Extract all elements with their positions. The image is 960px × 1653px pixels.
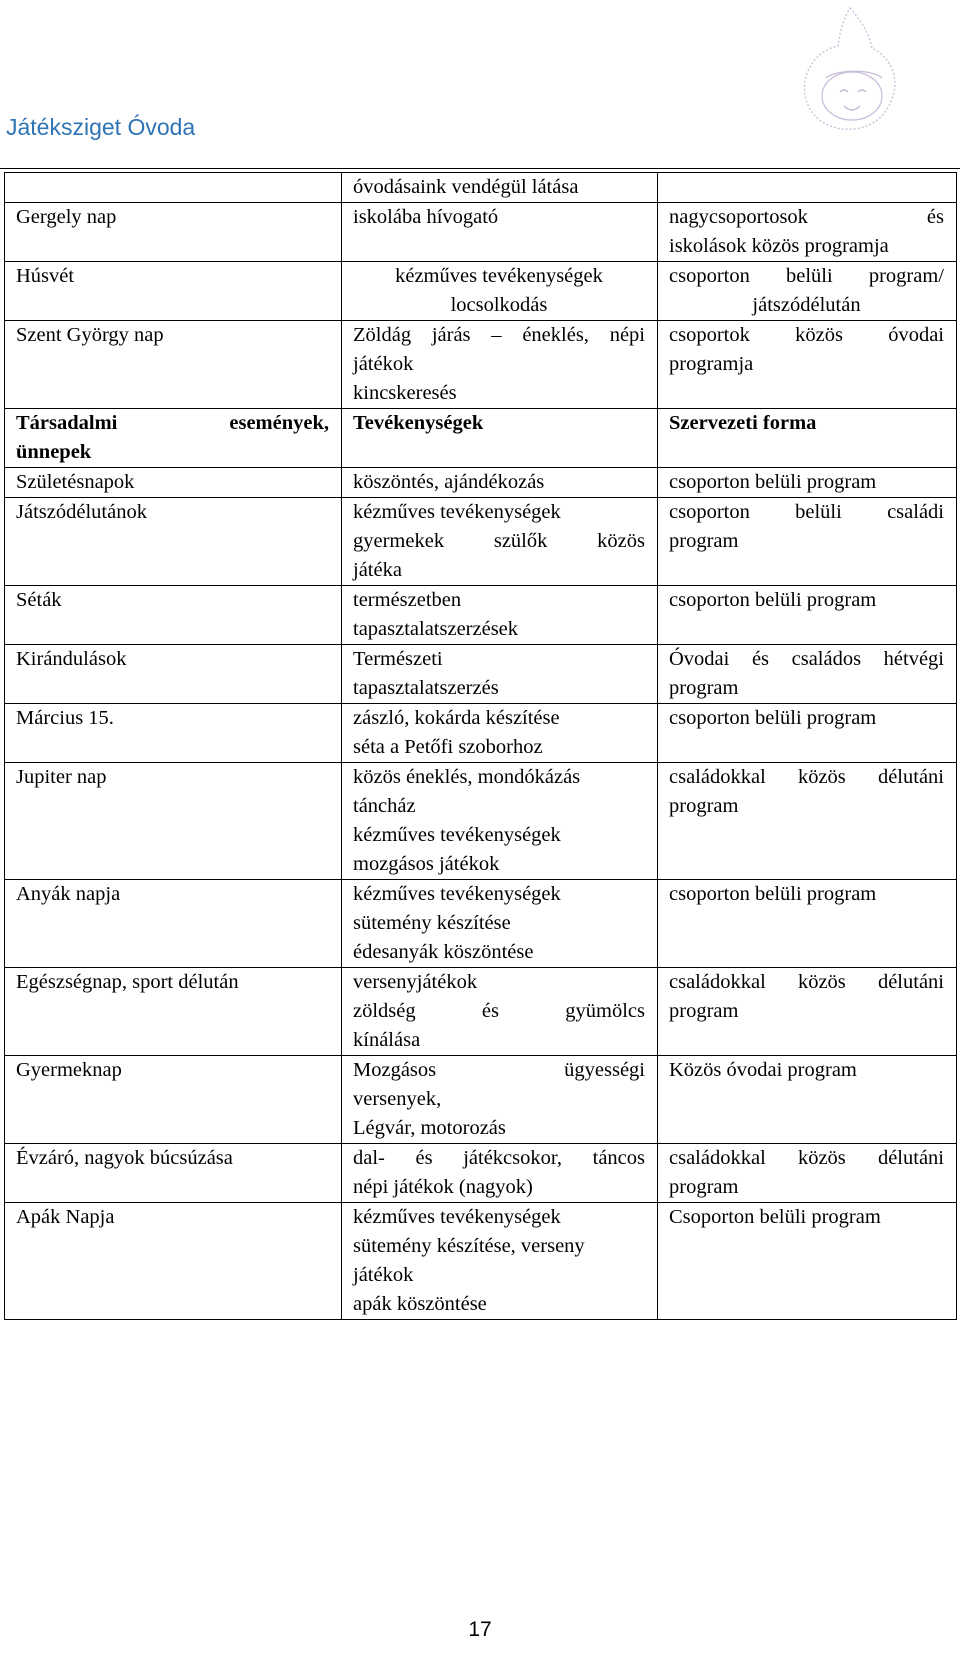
event-cell — [5, 173, 342, 203]
org-cell: csoporton belüli program — [658, 880, 957, 968]
event-cell: Szent György nap — [5, 321, 342, 409]
event-cell: Játszódélutánok — [5, 498, 342, 586]
table-row — [5, 704, 957, 763]
activities-cell: köszöntés, ajándékozás — [342, 468, 658, 498]
activities-cell: kézműves tevékenységek sütemény készítése édesanyák köszöntése — [342, 880, 658, 968]
event-cell: Születésnapok — [5, 468, 342, 498]
activities-cell: versenyjátékok zöldség és gyümölcs kínálása — [342, 968, 658, 1056]
page-number: 17 — [468, 1618, 492, 1641]
org-cell: csoporton belüli program — [658, 586, 957, 645]
header-org: Szervezeti forma — [658, 409, 957, 468]
org-cell: családokkal közös délutáni program — [658, 763, 957, 880]
events-table — [4, 172, 957, 1320]
activities-cell: közös éneklés, mondókázás táncház kézműves tevékenységek mozgásos játékok — [342, 763, 658, 880]
child-face-logo — [790, 0, 910, 140]
table-row — [5, 968, 957, 1056]
table-row — [5, 1144, 957, 1203]
org-cell: Óvodai és családos hétvégi program — [658, 645, 957, 704]
org-cell: családokkal közös délutáni program — [658, 1144, 957, 1203]
event-cell: Évzáró, nagyok búcsúzása — [5, 1144, 342, 1203]
table-row — [5, 645, 957, 704]
event-cell: Húsvét — [5, 262, 342, 321]
org-cell: Csoporton belüli program — [658, 1203, 957, 1320]
activities-cell: Mozgásos ügyességi versenyek, Légvár, motorozás — [342, 1056, 658, 1144]
table-header-row — [5, 409, 957, 468]
org-cell: csoporton belüli családi program — [658, 498, 957, 586]
table-row — [5, 880, 957, 968]
school-name: Játéksziget Óvoda — [6, 114, 196, 140]
activities-cell: zászló, kokárda készítése séta a Petőfi szoborhoz — [342, 704, 658, 763]
header-activities: Tevékenységek — [342, 409, 658, 468]
header-rule — [0, 168, 960, 169]
activities-cell: kézműves tevékenységek sütemény készítése, verseny játékok apák köszöntése — [342, 1203, 658, 1320]
event-cell: Séták — [5, 586, 342, 645]
activities-cell: Természeti tapasztalatszerzés — [342, 645, 658, 704]
table-row — [5, 262, 957, 321]
table-row — [5, 763, 957, 880]
event-cell: Kirándulások — [5, 645, 342, 704]
org-cell: csoporton belüli program — [658, 704, 957, 763]
activities-cell: kézműves tevékenységek locsolkodás — [342, 262, 658, 321]
table-row — [5, 468, 957, 498]
org-cell: csoporton belüli program — [658, 468, 957, 498]
event-cell: Jupiter nap — [5, 763, 342, 880]
table-row — [5, 321, 957, 409]
event-cell: Gyermeknap — [5, 1056, 342, 1144]
org-cell: családokkal közös délutáni program — [658, 968, 957, 1056]
org-cell — [658, 173, 957, 203]
event-cell: Apák Napja — [5, 1203, 342, 1320]
org-cell: Közös óvodai program — [658, 1056, 957, 1144]
activities-cell: kézműves tevékenységek gyermekek szülők közös játéka — [342, 498, 658, 586]
org-cell: csoporton belüli program/ játszódélután — [658, 262, 957, 321]
activities-cell: dal- és játékcsokor, táncos népi játékok (nagyok) — [342, 1144, 658, 1203]
table-row — [5, 1056, 957, 1144]
event-cell: Anyák napja — [5, 880, 342, 968]
table-row — [5, 586, 957, 645]
event-cell: Egészségnap, sport délután — [5, 968, 342, 1056]
activities-cell: természetben tapasztalatszerzések — [342, 586, 658, 645]
event-cell: Gergely nap — [5, 203, 342, 262]
org-cell: csoportok közös óvodai programja — [658, 321, 957, 409]
table-row — [5, 203, 957, 262]
event-cell: Március 15. — [5, 704, 342, 763]
table-row — [5, 498, 957, 586]
header-event: Társadalmi események, ünnepek — [5, 409, 342, 468]
activities-cell: óvodásaink vendégül látása — [342, 173, 658, 203]
table-row — [5, 173, 957, 203]
org-cell: nagycsoportosok és iskolások közös programja — [658, 203, 957, 262]
table-row — [5, 1203, 957, 1320]
activities-cell: Zöldág járás – éneklés, népi játékok kincskeresés — [342, 321, 658, 409]
activities-cell: iskolába hívogató — [342, 203, 658, 262]
